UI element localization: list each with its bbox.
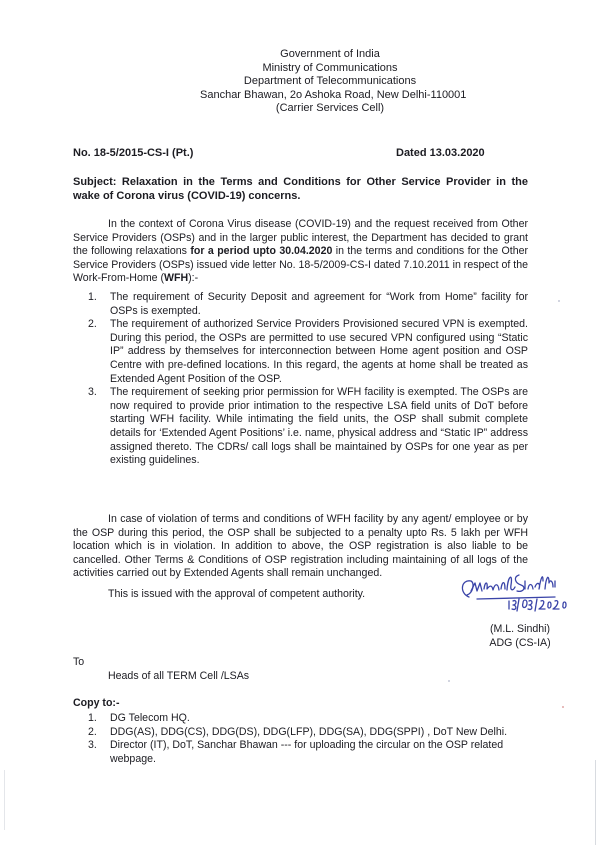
list-number: 2. — [88, 725, 97, 738]
scan-edge-right — [595, 760, 596, 845]
copy-to-item — [88, 726, 508, 740]
copy-to-label: Copy to:- — [73, 697, 120, 709]
list-text: The requirement of seeking prior permission for WFH facility is exempted. The OSPs are now required to provide prior intimation to the respective LSA field units of DoT before starting WFH facility. While intimating the field units, the OSP shall submit complete details for ‘Extended Agent Positions’ i.e. name, physical address and “Static IP” address assigned thereto. The CDRs/ call logs shall be maintained by OSPs for one year as per existing guidelines. — [110, 386, 528, 467]
list-text: Director (IT), DoT, Sanchar Bhawan --- for uploading the circular on the OSP related webpage. — [110, 739, 504, 765]
list-text: DG Telecom HQ. — [110, 712, 190, 724]
scan-speck — [448, 680, 450, 682]
list-text: The requirement of Security Deposit and agreement for “Work from Home” facility for OSPs is exempted. — [110, 291, 528, 317]
handwritten-signature — [455, 563, 575, 623]
reference-line — [73, 147, 533, 159]
copy-to-item — [88, 739, 508, 766]
list-number: 1. — [88, 291, 97, 303]
letterhead-department: Department of Telecommunications — [243, 75, 417, 88]
letterhead-ministry: Ministry of Communications — [262, 61, 398, 74]
intro-wfh-bold: WFH — [164, 272, 189, 285]
letterhead-government: Government of India — [280, 48, 380, 60]
list-number: 2. — [88, 318, 97, 331]
signatory-designation: ADG (CS-IA) — [489, 636, 551, 649]
signatory-name: (M.L. Sindhi) — [489, 623, 551, 635]
reference-date: Dated 13.03.2020 — [396, 147, 485, 159]
intro-text-1: In the context of Corona Virus disease (COVID-19) and the request received from Other Service Providers (OSPs) and in the larger public interest, the Department has decided to grant the following relaxations — [73, 218, 528, 258]
violation-text: In case of violation of terms and conditions of WFH facility by any agent/ employee or by the OSP during this period, the OSP shall be subjected to a penalty upto Rs. 5 lakh per WFH location which is in violation. In addition to above, the OSP registration is also liable to be cancelled. Other Terms & Conditions of OSP registration including maintaining of all logs of the activities carried out by Extended Agents shall remain unchanged. — [73, 513, 528, 580]
to-label: To — [73, 656, 85, 668]
list-number: 3. — [88, 739, 97, 752]
list-text: The requirement of authorized Service Providers Provisioned secured VPN is exempted. During this period, the OSPs are permitted to use secured VPN configured using “Static IP” address by themselves for interconnection between Home agent position and OSP Centre with pre-defined locations. In this regard, the agents at home shall be treated as Extended Agent Position of the OSP. — [110, 318, 528, 385]
intro-paragraph — [73, 218, 528, 286]
list-text: DDG(AS), DDG(CS), DDG(DS), DDG(LFP), DDG(SA), DDG(SPPI) , DoT New Delhi. — [110, 725, 508, 738]
copy-to-item — [88, 712, 508, 726]
letterhead-address: Sanchar Bhawan, 2o Ashoka Road, New Delhi-110001 — [200, 88, 467, 101]
copy-to-list — [88, 712, 508, 766]
scan-speck — [558, 300, 560, 302]
letterhead — [200, 48, 467, 116]
scan-speck — [562, 706, 564, 708]
relaxation-item — [88, 318, 528, 386]
signatory-block — [475, 623, 565, 650]
addressee: Heads of all TERM Cell /LSAs — [108, 670, 250, 682]
reference-number: No. 18-5/2015-CS-I (Pt.) — [73, 147, 194, 159]
relaxation-item — [88, 386, 528, 468]
list-number: 3. — [88, 386, 97, 399]
approval-line: This is issued with the approval of competent authority. — [108, 588, 366, 600]
intro-text-2: in the terms and conditions for the Other Service Providers (OSPs) issued vide letter No. 18-5/2009-CS-I dated 7.10.2011 in respect of the Work-From-Home ( — [73, 245, 528, 285]
intro-period-bold: for a period upto 30.04.2020 — [190, 245, 333, 258]
scan-edge-left — [4, 770, 5, 830]
intro-text-3: ):- — [188, 272, 199, 285]
list-number: 1. — [88, 712, 97, 724]
relaxation-item — [88, 291, 528, 318]
letterhead-cell: (Carrier Services Cell) — [275, 102, 385, 115]
relaxations-list — [88, 291, 528, 468]
subject: Subject: Relaxation in the Terms and Conditions for Other Service Provider in the wake of Corona virus (COVID-19) concerns. — [73, 176, 528, 202]
